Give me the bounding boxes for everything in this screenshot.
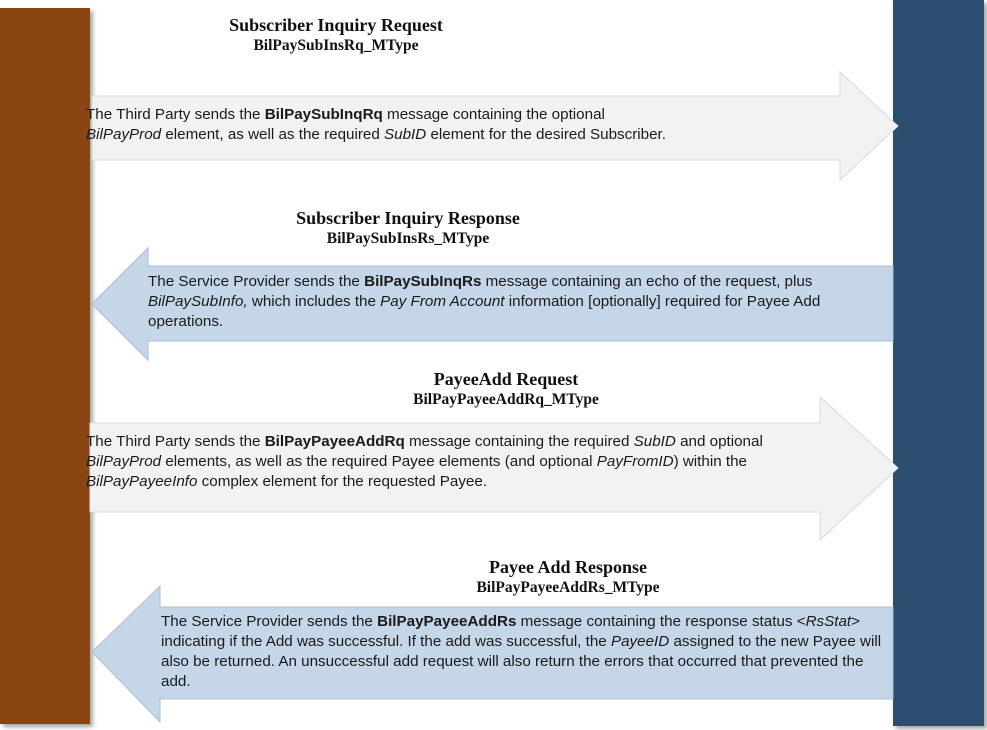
message-type-name: BilPaySubInsRs_MType <box>326 230 490 247</box>
message-title-name: Payee Add Response <box>488 557 647 577</box>
message-type-name: BilPaySubInsRq_MType <box>253 37 419 54</box>
message-title-name: Subscriber Inquiry Response <box>296 208 520 228</box>
message-description: The Third Party sends the BilPaySubInqRq message containing the optional BilPayProd element, as well as the required SubID element for the desired Subscriber. <box>86 106 666 143</box>
message-title-name: PayeeAdd Request <box>433 369 579 389</box>
message-description: The Third Party sends the BilPayPayeeAddRq message containing the required SubID and optional BilPayProd elements, as well as the required Payee elements (and optional PayFromID) within the BilPayPayeeInfo complex element for the requested Payee. <box>86 433 763 490</box>
message-title-name: Subscriber Inquiry Request <box>229 15 443 35</box>
message-description: The Service Provider sends the BilPaySubInqRs message containing an echo of the request, plus BilPaySubInfo, which includes the Pay From Account information [optionally] required for Payee Add operations. <box>148 273 821 330</box>
message-type-name: BilPayPayeeAddRq_MType <box>413 391 599 408</box>
message-description: The Service Provider sends the BilPayPayeeAddRs message containing the response status <RsStat> indicating if the Add was successful. If the add was successful, the PayeeID assigned to the new Payee will also be returned. An unsuccessful add request will also return the errors that occurred that prevented the add. <box>161 613 882 690</box>
message-type-name: BilPayPayeeAddRs_MType <box>476 579 660 596</box>
